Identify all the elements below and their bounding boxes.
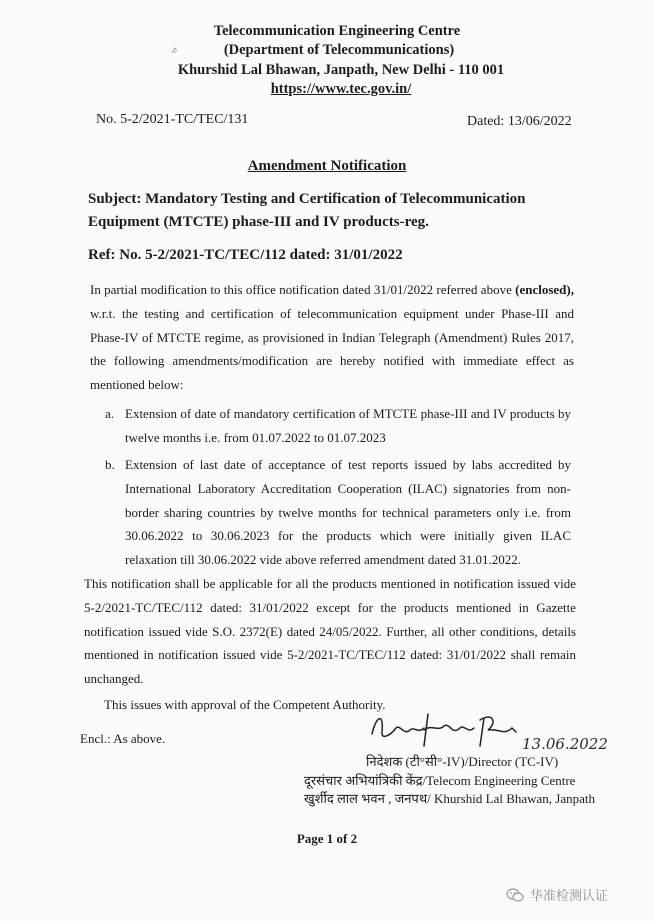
watermark-text: 华准检测认证 (530, 889, 609, 904)
reference-line: Ref: No. 5-2/2021-TC/TEC/112 dated: 31/01/2022 (88, 247, 403, 263)
signatory-designation: निदेशक (टी°सी°-IV)/Director (TC-IV) (366, 754, 559, 769)
chat-bubble-icon (506, 887, 524, 903)
watermark (506, 885, 608, 904)
scan-speck-icon (170, 46, 179, 55)
subject-line: Subject: Mandatory Testing and Certification of Telecommunication Equipment (MTCTE) phase-III and IV products-reg. (88, 191, 526, 230)
header-department: (Department of Telecommunications) (223, 42, 455, 58)
list-item (105, 453, 571, 572)
signature-date: 13.06.2022 (522, 735, 608, 753)
header-address: Khurshid Lal Bhawan, Janpath, New Delhi - 110 001 (177, 62, 505, 78)
header-website-link[interactable]: https://www.tec.gov.in/ (270, 81, 412, 97)
enclosure-line: Encl.: As above. (80, 731, 166, 746)
page-title: Amendment Notification (247, 158, 407, 174)
list-item-text: Extension of last date of acceptance of test reports issued by labs accredited by International Laboratory Accreditation Cooperation (ILAC) signatories from non-border sharing countries by twelve months for technical parameters only i.e. from 30.06.2022 to 30.06.2023 for the products which were initially given ILAC relaxation till 30.06.2022 vide above referred amendment dated 31.01.2022. (125, 457, 571, 568)
list-item-marker: b. (105, 457, 115, 472)
applicability-paragraph: This notification shall be applicable for all the products mentioned in notification issued vide 5-2/2021-TC/TEC/112 dated: 31/01/2022 except for the products mentioned in Gazette notification issued vide S.O. 2372(E) dated 24/05/2022. Further, all other conditions, details mentioned in notification issued vide 5-2/2021-TC/TEC/112 dated: 31/01/2022 shall remain unchanged. (84, 576, 576, 687)
intro-paragraph (90, 278, 574, 397)
signatory-address: खुर्शीद लाल भवन , जनपथ/ Khurshid Lal Bhawan, Janpath (304, 791, 596, 806)
intro-text-end: w.r.t. the testing and certification of telecommunication equipment under Phase-III and Phase-IV of MTCTE regime, as provisioned in Indian Telegraph (Amendment) Rules 2017, the following amendments/modification are hereby notified with immediate effect as mentioned below: (90, 305, 574, 393)
signatory-office: दूरसंचार अभियांत्रिकी केंद्र/Telecom Engineering Centre (304, 773, 576, 788)
reference-number: No. 5-2/2021-TC/TEC/131 (96, 112, 249, 127)
page-number: Page 1 of 2 (296, 831, 358, 846)
list-item-text: Extension of date of mandatory certification of MTCTE phase-III and IV products by twelve months i.e. from 01.07.2022 to 01.07.2023 (125, 406, 571, 445)
approval-line: This issues with approval of the Competent Authority. (104, 697, 386, 712)
intro-enclosed-bold: (enclosed), (515, 282, 574, 297)
header-org-name: Telecommunication Engineering Centre (213, 23, 461, 39)
issue-date: Dated: 13/06/2022 (467, 114, 572, 129)
intro-text-start: In partial modification to this office notification dated 31/01/2022 referred above (90, 282, 516, 297)
list-item-marker: a. (105, 406, 115, 421)
list-item (105, 402, 571, 450)
